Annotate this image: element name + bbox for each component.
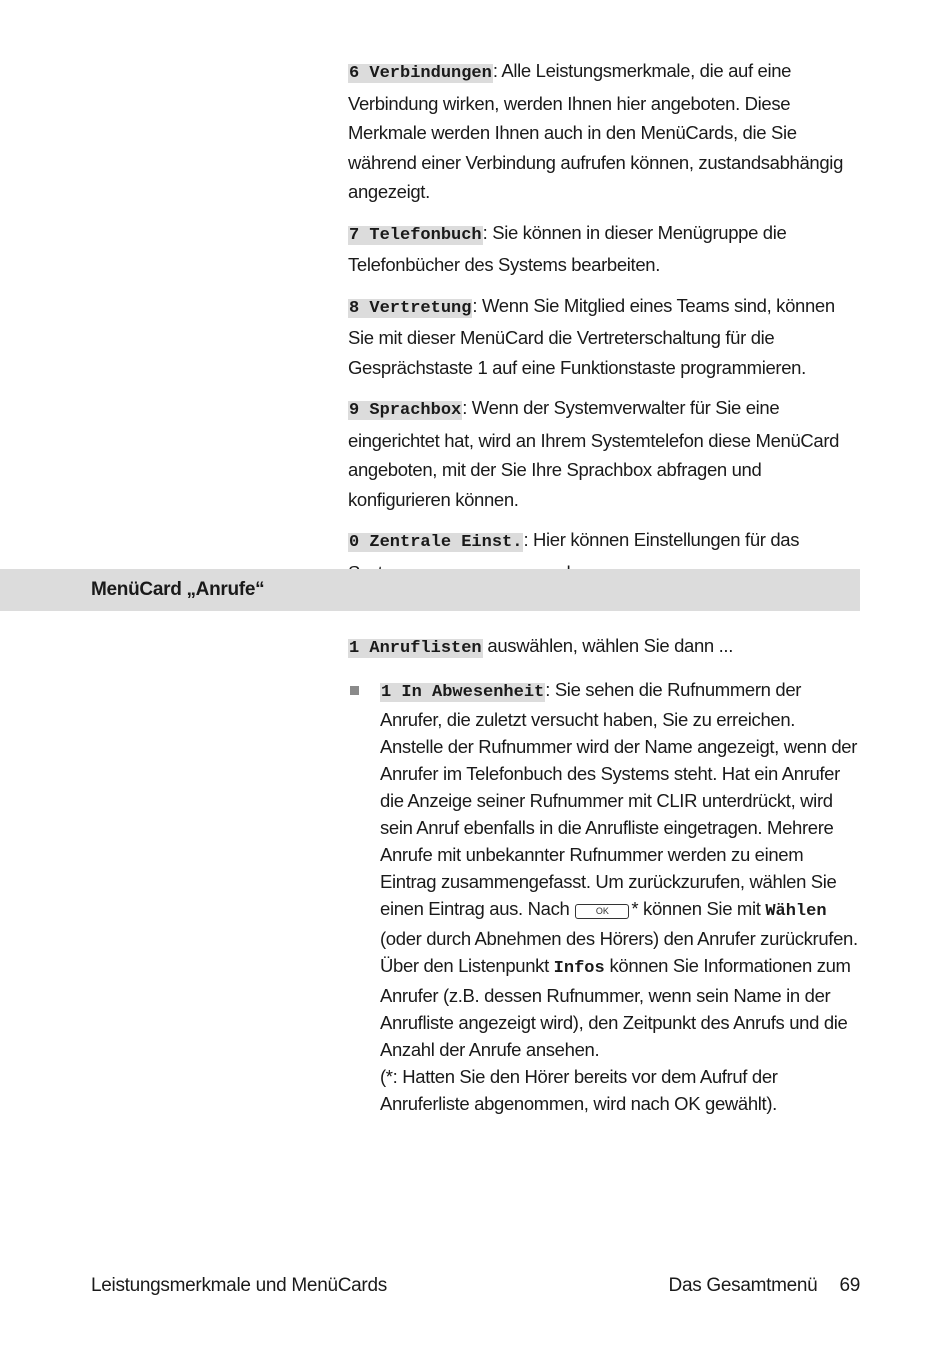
menu-description: : Wenn der Systemverwalter für Sie eine eingerichtet hat, wird an Ihrem Systemtelefon diese MenüCard angeboten, mit der Sie Ihre Sprachbox abfragen und konfigurieren können.: [348, 397, 840, 510]
anrufe-content: [348, 631, 860, 1117]
ok-key-icon: OK: [575, 904, 629, 919]
item-text: (oder durch Abnehmen des Hörers) den Anrufer zurückrufen. Über den Listenpunkt: [380, 927, 858, 976]
footnote: (*: Hatten Sie den Hörer bereits vor dem Aufruf der Anruferliste abgenommen, wird nach OK gewählt).: [380, 1065, 778, 1114]
page-number: 69: [839, 1275, 860, 1296]
menu-key: 0 Zentrale Einst.: [349, 533, 523, 552]
list-item-in-abwesenheit: [348, 676, 860, 1117]
menu-item-vertretung: [348, 291, 860, 383]
menu-item-verbindungen: [348, 56, 860, 207]
item-text: * können Sie mit: [631, 897, 766, 919]
item-text: : Sie sehen die Rufnummern der Anrufer, die zuletzt versucht haben, Sie zu erreichen. Anstelle der Rufnummer wird der Name angezeigt, wenn der Anrufer im Telefonbuch des Systems steht. Hat ein Anrufer die Anzeige seiner Rufnummer mit CLIR unterdrückt, wird sein Anruf ebenfalls in die Anrufliste eingetragen. Mehrere Anrufe mit unbekannter Rufnummer werden zu einem Eintrag zusammengefasst. Um zurückzurufen, wählen Sie einen Eintrag aus. Nach: [380, 678, 858, 919]
intro-text: auswählen, wählen Sie dann ...: [482, 635, 734, 656]
menu-key: 1 In Abwesenheit: [381, 682, 545, 702]
menu-description: : Hier können Einstellungen für das: [523, 529, 800, 550]
section-header-bar: [0, 569, 860, 611]
infos-softkey: Infos: [553, 958, 605, 978]
menu-key: 1 Anruflisten: [349, 639, 482, 658]
menu-item-telefonbuch: [348, 218, 860, 280]
menu-group-list: [348, 56, 860, 598]
waehlen-softkey: Wählen: [765, 901, 827, 921]
menu-key: 8 Vertretung: [349, 298, 472, 318]
item-text: können Sie Informationen zum Anrufer (z.B. dessen Rufnummer, wenn sein Name in der Anrufliste angezeigt wird), den Zeitpunkt des Anrufs und die Anzahl der Anrufe ansehen.: [380, 954, 851, 1060]
menu-description: : Sie können in dieser Menügruppe die Telefonbücher des Systems bearbeiten.: [348, 221, 787, 275]
section-title: MenüCard „Anrufe“: [91, 579, 265, 600]
bullet-square-icon: [350, 686, 359, 695]
footer-document-title: Leistungsmerkmale und MenüCards: [91, 1275, 387, 1296]
menu-description: : Wenn Sie Mitglied eines Teams sind, können Sie mit dieser MenüCard die Vertreterschaltung für die Gesprächstaste 1 auf eine Funktionstaste programmieren.: [348, 294, 835, 378]
menu-key: 7 Telefonbuch: [349, 225, 482, 245]
footer-chapter: Das Gesamtmenü: [668, 1275, 818, 1296]
menu-description: : Alle Leistungsmerkmale, die auf eine Verbindung wirken, werden Ihnen hier angeboten. Diese Merkmale werden Ihnen auch in den MenüCards, die Sie während einer Verbindung aufrufen können, zustandsabhängig angezeigt.: [348, 60, 844, 202]
menu-key: 6 Verbindungen: [349, 64, 492, 83]
footer-right: [669, 1273, 860, 1299]
anruflisten-intro: [348, 631, 860, 664]
menu-item-sprachbox: [348, 393, 860, 514]
menu-key: 9 Sprachbox: [349, 401, 462, 420]
